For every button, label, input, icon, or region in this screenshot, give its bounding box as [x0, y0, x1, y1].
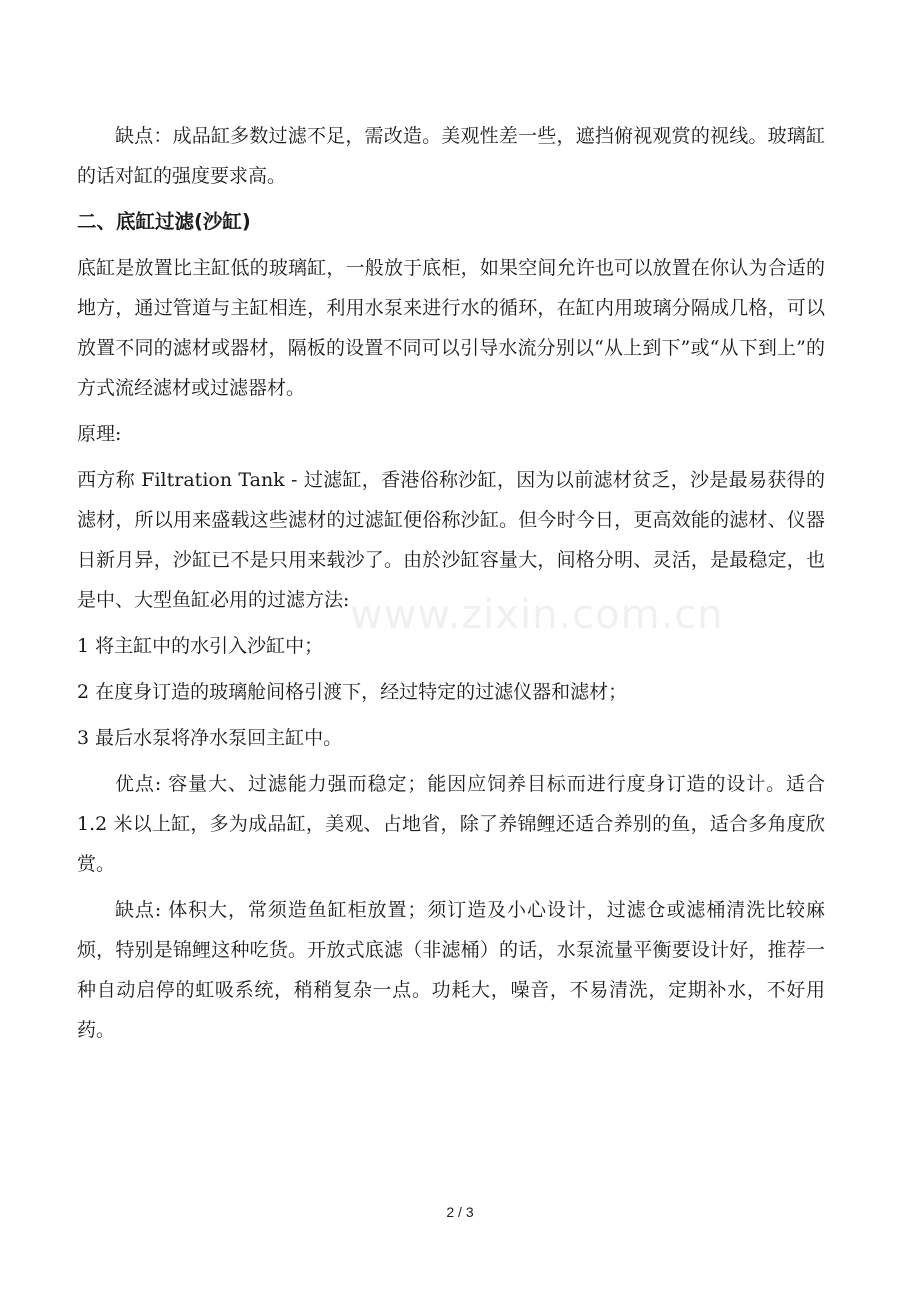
- paragraph-cons: 缺点: 体积大，常须造鱼缸柜放置；须订造及小心设计，过滤仓或滤桶清洗比较麻烦，特别是锦鲤这种吃货。开放式底滤（非滤桶）的话，水泵流量平衡要设计好，推荐一种自动启停的虹吸系统，稍稍复杂一点。功耗大，噪音，不易清洗，定期补水，不好用药。: [77, 899, 825, 1041]
- paragraph-cons-tank: 缺点：成品缸多数过滤不足，需改造。美观性差一些，遮挡俯视观赏的视线。玻璃缸的话对缸的强度要求高。: [77, 125, 825, 187]
- paragraph-principle: 西方称 Filtration Tank - 过滤缸，香港俗称沙缸，因为以前滤材贫乏，沙是最易获得的滤材，所以用来盛载这些滤材的过滤缸便俗称沙缸。但今时今日，更高效能的滤材、仪器日新月异，沙缸已不是只用来载沙了。由於沙缸容量大，间格分明、灵活，是最稳定，也是中、大型鱼缸必用的过滤方法:: [77, 469, 825, 611]
- steps-list: [77, 626, 825, 758]
- list-item: 3 最后水泵将净水泵回主缸中。: [77, 727, 343, 749]
- document-body: [77, 116, 825, 1056]
- list-item: 1 将主缸中的水引入沙缸中；: [77, 635, 324, 657]
- page-indicator: 2 / 3: [446, 1204, 474, 1220]
- watermark: www.zixin.com.cn: [350, 592, 724, 638]
- paragraph-intro: 底缸是放置比主缸低的玻璃缸，一般放于底柜，如果空间允许也可以放置在你认为合适的地方，通过管道与主缸相连，利用水泵来进行水的循环，在缸内用玻璃分隔成几格，可以放置不同的滤材或器材，隔板的设置不同可以引导水流分别以“从上到下”或“从下到上”的方式流经滤材或过滤器材。: [77, 257, 825, 399]
- paragraph-pros: 优点: 容量大、过滤能力强而稳定；能因应饲养目标而进行度身订造的设计。适合 1.2 米以上缸，多为成品缸，美观、占地省，除了养锦鲤还适合养别的鱼，适合多角度欣赏。: [77, 773, 825, 875]
- list-item: 2 在度身订造的玻璃舱间格引渡下，经过特定的过滤仪器和滤材；: [77, 681, 628, 703]
- principle-label: 原理:: [77, 423, 122, 445]
- section-heading: 二、底缸过滤(沙缸): [77, 210, 251, 233]
